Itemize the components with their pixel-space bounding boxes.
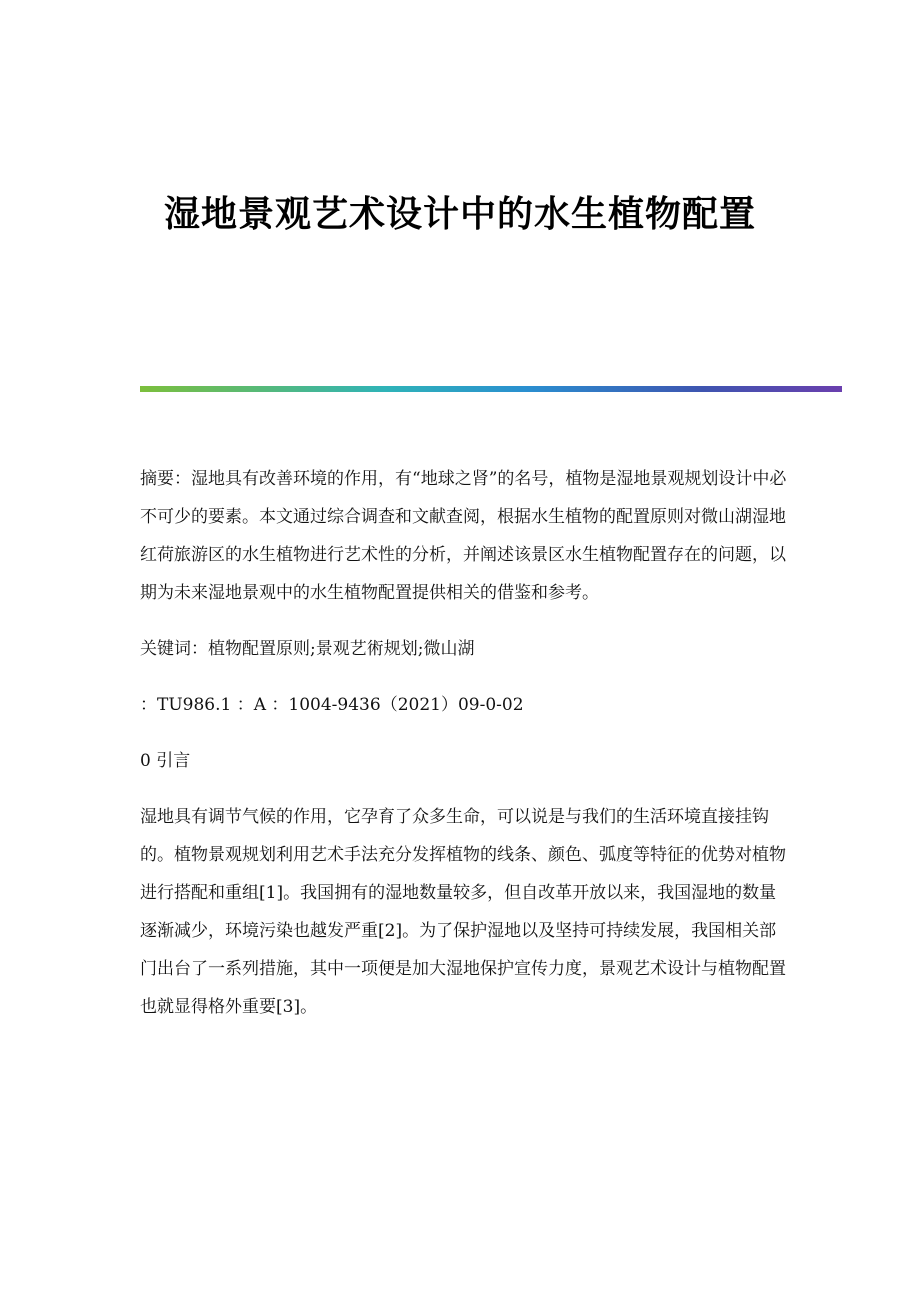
document-body — [140, 460, 790, 1044]
abstract-paragraph: 摘要：湿地具有改善环境的作用，有“地球之肾”的名号，植物是湿地景观规划设计中必不可少的要素。本文通过综合调查和文献查阅，根据水生植物的配置原则对微山湖湿地红荷旅游区的水生植物进行艺术性的分析，并阐述该景区水生植物配置存在的问题，以期为未来湿地景观中的水生植物配置提供相关的借鉴和参考。 — [140, 469, 787, 603]
intro-paragraph: 湿地具有调节气候的作用，它孕育了众多生命，可以说是与我们的生活环境直接挂钩的。植物景观规划利用艺术手法充分发挥植物的线条、颜色、弧度等特征的优势对植物进行搭配和重组[1]。我国拥有的湿地数量较多，但自改革开放以来，我国湿地的数量逐渐减少，环境污染也越发严重[2]。为了保护湿地以及坚持可持续发展，我国相关部门出台了一系列措施，其中一项便是加大湿地保护宣传力度，景观艺术设计与植物配置也就显得格外重要[3]。 — [140, 807, 786, 1017]
title-divider — [140, 386, 842, 392]
classification-line: ：TU986.1 ：A ：1004-9436（2021）09-0-02 — [140, 695, 524, 715]
section-heading: 0 引言 — [140, 751, 191, 771]
document-title: 湿地景观艺术设计中的水生植物配置 — [163, 193, 756, 235]
keywords-line: 关键词：植物配置原则;景观艺術规划;微山湖 — [140, 639, 475, 659]
